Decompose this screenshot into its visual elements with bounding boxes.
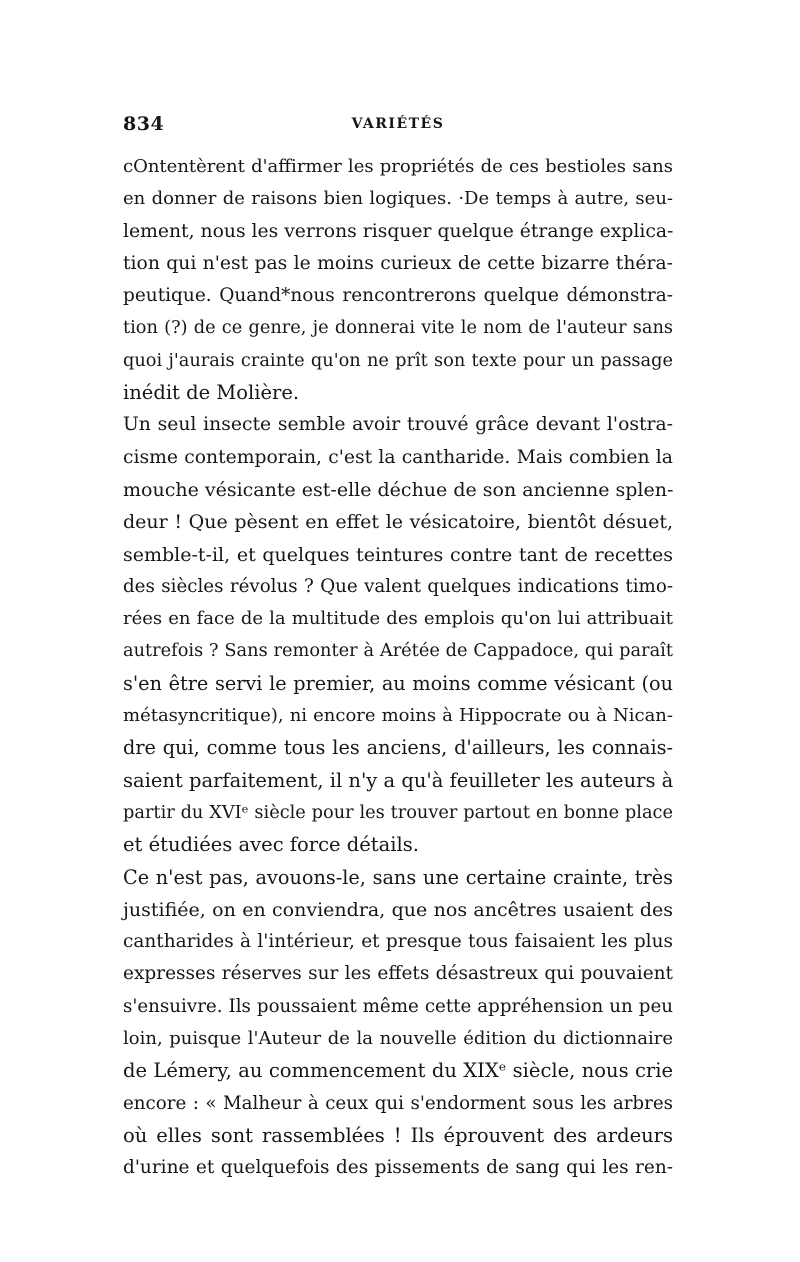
- text-line: semble-t-il, et quelques teintures contre tant de recettes: [123, 543, 673, 566]
- text-line: cisme contemporain, c'est la cantharide. Mais combien la: [123, 446, 673, 468]
- text-line: et étudiées avec force détails.: [123, 833, 419, 857]
- text-line: tion qui n'est pas le moins curieux de cette bizarre théra-: [123, 252, 673, 274]
- text-line: mouche vésicante est-elle déchue de son ancienne splen-: [123, 478, 674, 501]
- text-line: encore : « Malheur à ceux qui s'endorment sous les arbres: [123, 1092, 673, 1114]
- text-line: métasyncritique), ni encore moins à Hippocrate ou à Nican-: [123, 705, 673, 727]
- text-line: cOntentèrent d'affirmer les propriétés de ces bestioles sans: [123, 156, 673, 177]
- page-header: [123, 113, 673, 139]
- text-line: quoi j'aurais crainte qu'on ne prît son texte pour un passage: [123, 350, 673, 371]
- text-line: des siècles révolus ? Que valent quelques indications timo-: [123, 575, 673, 597]
- text-line: peutique. Quand*nous rencontrerons quelque démonstra-: [123, 285, 673, 307]
- text-line: justifiée, on en conviendra, que nos ancêtres usaient des: [123, 898, 673, 921]
- text-line: s'en être servi le premier, au moins comme vésicant (ou: [123, 671, 673, 695]
- text-line: partir du XVIᵉ siècle pour les trouver partout en bonne place: [123, 802, 673, 823]
- text-line: inédit de Molière.: [123, 381, 300, 405]
- text-line: en donner de raisons bien logiques. ·De temps à autre, seu-: [123, 188, 673, 210]
- text-line: tion (?) de ce genre, je donnerai vite le nom de l'auteur sans: [123, 318, 673, 339]
- text-line: de Lémery, au commencement du XIXᵉ siècle, nous crie: [123, 1059, 673, 1083]
- text-line: d'urine et quelquefois des pissements de sang qui les ren-: [123, 1157, 673, 1179]
- text-line: où elles sont rassemblées ! Ils éprouvent des ardeurs: [123, 1123, 673, 1147]
- text-line: rées en face de la multitude des emplois qu'on lui attribuait: [123, 608, 673, 630]
- text-line: lement, nous les verrons risquer quelque étrange explica-: [123, 220, 674, 242]
- running-title: VARIÉTÉS: [351, 116, 445, 132]
- text-line: loin, puisque l'Auteur de la nouvelle édition du dictionnaire: [123, 1028, 673, 1050]
- paragraph-1: [123, 151, 673, 409]
- text-line: dre qui, comme tous les anciens, d'ailleurs, les connais-: [123, 736, 673, 760]
- text-line: cantharides à l'intérieur, et presque tous faisaient les plus: [123, 931, 673, 953]
- text-line: Ce n'est pas, avouons-le, sans une certaine crainte, très: [123, 865, 673, 889]
- text-line: autrefois ? Sans remonter à Arétée de Cappadoce, qui paraît: [123, 641, 673, 662]
- page-number: 834: [123, 113, 165, 135]
- text-line: Un seul insecte semble avoir trouvé grâce devant l'ostra-: [123, 414, 673, 436]
- text-line: s'ensuivre. Ils poussaient même cette appréhension un peu: [123, 995, 673, 1017]
- body-text: [123, 151, 673, 1185]
- paragraph-2: [123, 409, 673, 861]
- text-line: deur ! Que pèsent en effet le vésicatoire, bientôt désuet,: [123, 511, 673, 534]
- paragraph-3: [123, 862, 673, 1185]
- text-line: saient parfaitement, il n'y a qu'à feuilleter les auteurs à: [123, 768, 674, 792]
- text-line: expresses réserves sur les effets désastreux qui pouvaient: [123, 963, 673, 985]
